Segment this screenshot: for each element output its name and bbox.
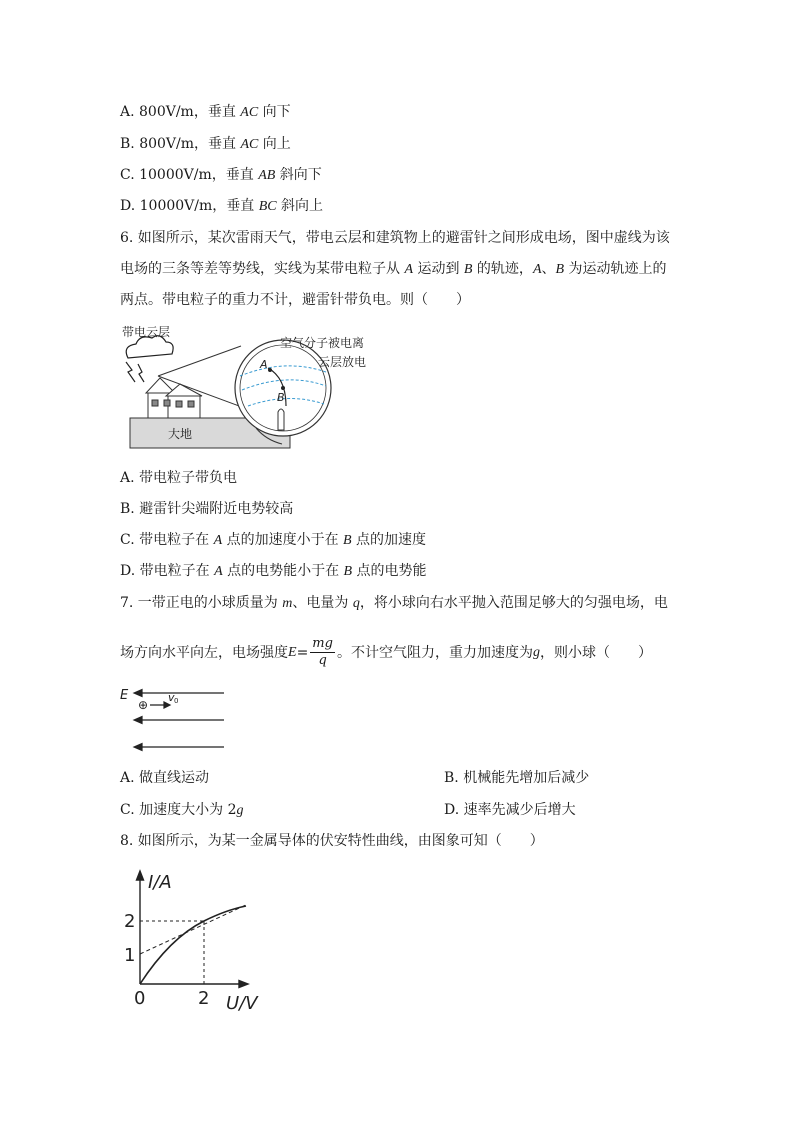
point-a-label: A — [260, 358, 268, 371]
x-axis-label: U/V — [226, 993, 258, 1014]
q7-option-b: B. 机械能先增加后减少 — [444, 770, 590, 786]
discharge-label: 云层放电 — [318, 355, 367, 369]
lightning-rod — [278, 409, 284, 430]
field-label: E — [120, 688, 129, 703]
q6-figure — [118, 318, 378, 453]
q7-stem-line2: 场方向水平向左，电场强度 E = $\frac{mg}{q}$ 。不计空气阻力，重力加速度为 g ，则小球（ ） — [120, 636, 652, 668]
ground-label: 大地 — [168, 427, 193, 441]
q6-option-a: A. 带电粒子带负电 — [120, 470, 238, 486]
q6-option-c: C. 带电粒子在 A 点的加速度小于在 B 点的加速度 — [120, 532, 427, 548]
q6-stem-line3: 两点。带电粒子的重力不计，避雷针带负电。则（ ） — [120, 292, 470, 308]
iv-curve — [140, 906, 246, 984]
cloud-label: 带电云层 — [122, 325, 171, 339]
q6-stem-line2: 电场的三条等差等势线，实线为某带电粒子从 A 运动到 B 的轨迹，A、B 为运动轨迹上的 — [120, 261, 667, 277]
q8-stem: 8. 如图所示，为某一金属导体的伏安特性曲线，由图象可知（ ） — [120, 833, 544, 849]
origin-label: 0 — [134, 988, 146, 1009]
q6-option-d: D. 带电粒子在 A 点的电势能小于在 B 点的电势能 — [120, 563, 427, 579]
y-axis-label: I/A — [148, 872, 172, 893]
q7-option-a: A. 做直线运动 — [120, 770, 210, 786]
q5-option-a: A. 800V/m，垂直 AC 向下 — [120, 104, 291, 120]
q6-stem-line1: 6. 如图所示，某次雷雨天气，带电云层和建筑物上的避雷针之间形成电场，图中虚线为该 — [120, 230, 670, 246]
y-tick-2: 2 — [124, 911, 136, 932]
q5-option-c: C. 10000V/m，垂直 AB 斜向下 — [120, 167, 322, 183]
building-icon — [146, 378, 202, 418]
point-b-label: B — [277, 391, 285, 404]
q7-option-c: C. 加速度大小为 2g — [120, 802, 244, 818]
q8-iv-graph — [118, 866, 273, 1016]
velocity-subscript: 0 — [174, 697, 179, 705]
velocity-label: v — [168, 691, 175, 704]
q6-option-b: B. 避雷针尖端附近电势较高 — [120, 501, 294, 517]
storm-cloud-icon — [126, 336, 173, 382]
ionize-label: 空气分子被电离 — [280, 336, 365, 350]
fraction: $\frac{mg}{q}$ — [312, 636, 333, 668]
x-tick-2: 2 — [198, 988, 210, 1009]
positive-charge-icon: ⊕ — [138, 698, 149, 712]
q7-figure — [118, 683, 233, 755]
q5-option-b: B. 800V/m，垂直 AC 向上 — [120, 136, 291, 152]
q7-stem-line1: 7. 一带正电的小球质量为 m、电量为 q，将小球向右水平抛入范围足够大的匀强电场，电 — [120, 595, 668, 611]
y-tick-1: 1 — [124, 945, 136, 966]
q5-option-d: D. 10000V/m，垂直 BC 斜向上 — [120, 198, 324, 214]
q7-option-d: D. 速率先减少后增大 — [444, 802, 576, 818]
tangent-line — [140, 904, 248, 954]
